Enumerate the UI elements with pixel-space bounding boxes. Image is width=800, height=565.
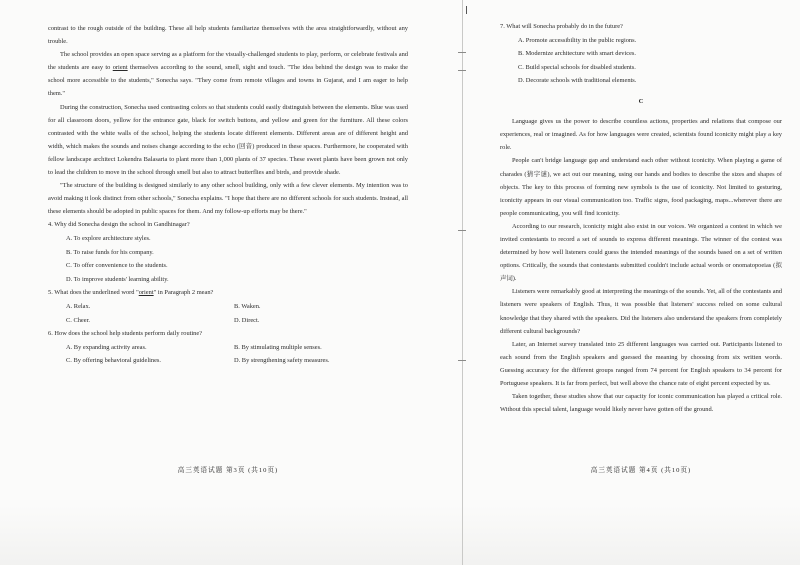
q6-option-b: B. By stimulating multiple senses. [234, 343, 322, 351]
passage-paragraph: contrast to the rough outside of the building. These all help students familiarize themselves with the area straightforwardly, without any trouble. [48, 25, 408, 46]
passage-paragraph: People can't bridge language gap and understand each other without iconicity. When playing a game of charades (猜字谜), we act out our meaning, using our hands and bodies to describe the sizes and shapes of objects. The key to this process of forming new symbols is the use of iconicity. Not limited to gesturing, iconicity appears in our visual communication too. Traffic signs, food packaging, maps...wherever there are people communicating, you will find iconicity. [500, 157, 782, 217]
page-footer: 高三英语试题 第4页 (共10页) [590, 467, 692, 474]
q6-options-row [48, 354, 408, 368]
passage-paragraph: "The structure of the building is designed similarly to any other school building, only with a few clever elements. My intention was to avoid making it look distinct from other schools," Sonecha explains. "I hope that there are no different schools for such students. Instead, all these elements should be adopted in public spaces for them. And my follow-up efforts may be there." [48, 182, 408, 216]
question-5 [48, 286, 408, 300]
q7-option-d: D. Decorate schools with traditional elements. [518, 77, 637, 85]
passage-paragraph: During the construction, Sonecha used contrasting colors so that students could easily distinguish between the elements. Blue was used for all classroom doors, yellow for the entrance gate, black for switch buttons, and yellow and green for the furniture. All these colors contrasted with the white walls of the school, helping the students locate different elements. Different areas are of different height and width, which makes the sounds and noises change according to the echo (回音) produced in these spaces. Furthermore, he cooperated with fellow landscape architect Lokendra Balasaria to plant more than 1,000 plants of 37 species. These sweet plants have been grown not only to lead the children to move in the school through smell but also to attract butterflies and birds, and provide shade. [48, 103, 408, 177]
passage-paragraph [48, 48, 408, 100]
section-heading: C [638, 97, 644, 105]
passage-paragraph: Taken together, these studies show that our capacity for iconic communication has played a critical role. Without this special talent, language would likely never have gotten off the ground. [500, 393, 782, 414]
exam-page-3 [48, 0, 408, 565]
q7-option-b: B. Modernize architecture with smart devices. [518, 50, 637, 58]
binding-tick [466, 6, 467, 14]
question-6: 6. How does the school help students perform daily routine? [48, 330, 203, 338]
passage-paragraph: Listeners were remarkably good at interpreting the meanings of the sounds. Yet, all of the contestants and listeners were speakers of English. Thus, it was possible that listeners' success relied on some cultural knowledge that they shared with the speakers. Did the listeners also understand the speakers from completely different cultural backgrounds? [500, 288, 782, 335]
q7-option-c: C. Build special schools for disabled students. [518, 63, 636, 71]
q5-option-c: C. Cheer. [66, 316, 90, 324]
q7-option-a: A. Promote accessibility in the public regions. [518, 36, 637, 44]
gutter-mark [458, 360, 466, 361]
q6-options-row [48, 341, 408, 355]
q6-option-a: A. By expanding activity areas. [66, 343, 147, 351]
q5-option-a: A. Relax. [66, 302, 91, 310]
q5-option-d: D. Direct. [234, 316, 260, 324]
passage-paragraph: Later, an Internet survey translated into 25 different languages was carried out. Participants listened to each sound from the English speakers and guessed the meaning by choosing from six written words. Guessing accuracy for the different groups ranged from 74 percent for English speakers to 34 percent for Portuguese speakers. It is far from perfect, but well above the chance rate of eight percent expected by us. [500, 340, 782, 388]
binding-gutter [462, 0, 463, 565]
q5-options-row [48, 300, 408, 314]
exam-page-4 [500, 0, 782, 565]
q4-option-b: B. To raise funds for his company. [66, 248, 154, 256]
passage-text: themselves according to the sound, smell, sight and touch. "The idea behind the design was to make the school more accessible to the students," Sonecha says. "They come from remote villages and towns in Gujarat, and I am eager to help them." [48, 64, 408, 98]
page-footer: 高三英语试题 第3页 (共10页) [177, 467, 279, 474]
q5-option-b: B. Waken. [234, 302, 261, 310]
passage-text: The school provides an open space serving as a platform for the visually-challenged students to play, perform, or celebrate festivals and the students are easy to [48, 51, 408, 72]
gutter-mark [458, 52, 466, 53]
passage-paragraph: Language gives us the power to describe countless actions, properties and relations that compose our experiences, real or imagined. As for how languages were created, scientists found iconicity might play a key role. [500, 118, 782, 152]
underlined-word: orient [112, 64, 128, 72]
gutter-mark [458, 70, 466, 71]
q5-stem-post: " in Paragraph 2 mean? [153, 289, 214, 297]
gutter-mark [458, 230, 466, 231]
q5-options-row [48, 314, 408, 328]
q5-stem-word: orient [138, 289, 154, 297]
passage-paragraph: According to our research, iconicity might also exist in our voices. We organized a contest in which we invited contestants to record a set of sounds to express different meanings. The winner of the contest was determined by how well listeners could guess the intended meanings of the sounds based on a set of written options. Critically, the sounds that contestants submitted couldn't include actual words or onomatopoeias (拟声词). [500, 222, 782, 283]
q4-option-a: A. To explore architecture styles. [66, 235, 151, 242]
q5-stem-pre: 5. What does the underlined word " [48, 289, 139, 297]
q6-option-c: C. By offering behavioral guidelines. [66, 357, 162, 365]
q4-option-c: C. To offer convenience to the students. [66, 262, 168, 270]
question-7: 7. What will Sonecha probably do in the future? [500, 23, 623, 30]
q6-option-d: D. By strengthening safety measures. [234, 357, 330, 365]
question-4: 4. Why did Sonecha design the school in Gandhinagar? [48, 221, 190, 229]
q4-option-d: D. To improve students' learning ability. [66, 275, 169, 283]
